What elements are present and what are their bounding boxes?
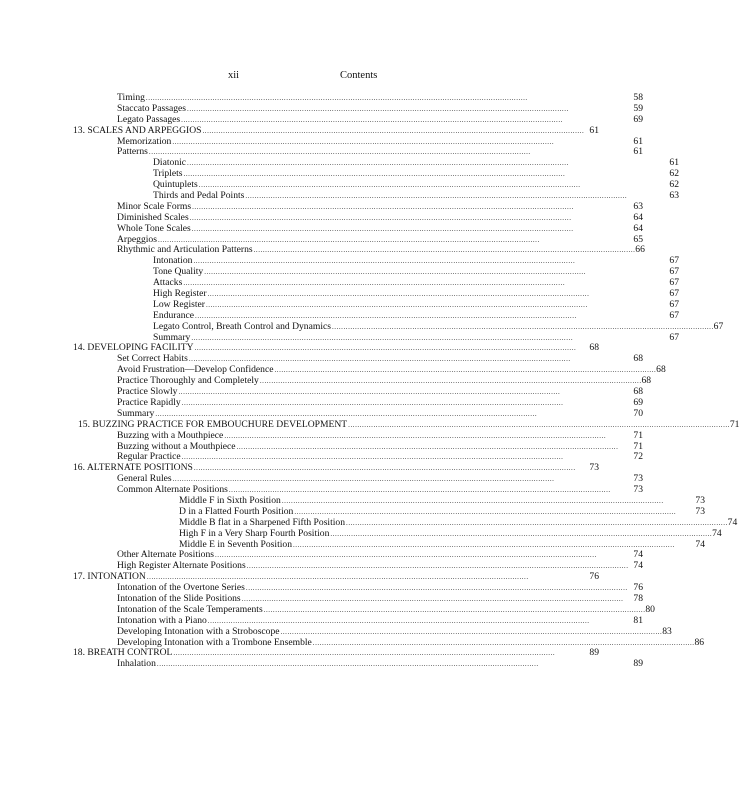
- toc-page-number: 81: [633, 614, 643, 626]
- toc-entry-title: Staccato Passages: [117, 102, 187, 114]
- toc-page-number: 64: [633, 222, 643, 234]
- dot-leader: [183, 278, 668, 289]
- toc-page-number: 73: [633, 473, 643, 485]
- dot-leader: [173, 648, 588, 659]
- dot-leader: [195, 343, 589, 354]
- toc-entry: [0, 625, 672, 638]
- dot-leader: [215, 550, 632, 561]
- toc-entry-title: Intonation: [153, 255, 193, 267]
- dot-leader: [245, 191, 668, 202]
- table-of-contents: [0, 92, 739, 670]
- toc-entry-title: Timing: [117, 92, 145, 103]
- toc-entry: [0, 431, 643, 442]
- dot-leader: [346, 518, 727, 529]
- dot-leader: [330, 529, 711, 540]
- toc-entry-title: Legato Control, Breath Control and Dynamics: [153, 320, 331, 332]
- toc-entry: [0, 516, 738, 529]
- dot-leader: [187, 158, 668, 169]
- toc-entry: [0, 278, 679, 289]
- toc-entry: [0, 603, 655, 616]
- toc-page-number: 74: [727, 516, 738, 528]
- toc-entry: [0, 463, 599, 474]
- dot-leader: [313, 638, 694, 649]
- toc-page-number: 74: [633, 549, 643, 561]
- toc-entry-title: Minor Scale Forms: [117, 200, 192, 212]
- toc-page-number: 67: [669, 309, 679, 321]
- dot-leader: [146, 93, 632, 104]
- toc-entry-title: Intonation of the Overtone Series: [117, 582, 245, 594]
- dot-leader: [199, 180, 669, 191]
- dot-leader: [264, 605, 645, 616]
- toc-page-number: 83: [662, 625, 672, 637]
- dot-leader: [229, 485, 633, 496]
- dot-leader: [294, 507, 694, 518]
- toc-page-number: 62: [669, 179, 679, 191]
- toc-entry: [0, 180, 679, 191]
- toc-entry-title: Intonation of the Slide Positions: [117, 592, 241, 604]
- toc-page-number: 63: [669, 190, 679, 202]
- toc-entry: [0, 659, 643, 670]
- toc-entry-title: Summary: [153, 331, 191, 343]
- toc-page-number: 74: [695, 538, 705, 550]
- dot-leader: [193, 256, 668, 267]
- toc-entry: [0, 418, 739, 431]
- toc-entry-title: Attacks: [153, 277, 183, 289]
- toc-entry: [0, 507, 705, 518]
- toc-entry: [0, 235, 643, 246]
- dot-leader: [260, 376, 641, 387]
- dot-leader: [208, 289, 669, 300]
- toc-entry: [0, 583, 643, 594]
- dot-leader: [275, 365, 656, 376]
- toc-entry-title: Practice Slowly: [117, 386, 178, 398]
- toc-entry: [0, 256, 679, 267]
- toc-entry-title: Diminished Scales: [117, 211, 189, 223]
- toc-entry-title: 18. BREATH CONTROL: [73, 647, 173, 659]
- toc-entry: [0, 398, 643, 409]
- toc-entry-title: Thirds and Pedal Points: [153, 190, 245, 202]
- toc-page-number: 64: [633, 211, 643, 223]
- toc-entry: [0, 527, 722, 540]
- toc-page-number: 76: [633, 582, 643, 594]
- toc-entry-title: Middle B flat in a Sharpened Fifth Position: [179, 516, 346, 528]
- dot-leader: [157, 659, 633, 670]
- toc-page-number: 74: [633, 560, 643, 572]
- toc-entry: [0, 300, 679, 311]
- toc-page-number: 67: [669, 277, 679, 289]
- dot-leader: [282, 496, 695, 507]
- dot-leader: [194, 463, 589, 474]
- toc-entry: [0, 169, 679, 180]
- toc-entry: [0, 289, 679, 300]
- toc-entry-title: High F in a Very Sharp Fourth Position: [179, 527, 330, 539]
- toc-entry: [0, 93, 643, 104]
- toc-entry-title: Developing Intonation with a Stroboscope: [117, 625, 280, 637]
- toc-entry-title: High Register Alternate Positions: [117, 560, 246, 572]
- toc-entry: [0, 387, 643, 398]
- toc-entry: [0, 485, 643, 496]
- toc-page-number: 71: [633, 429, 643, 441]
- toc-entry-title: Low Register: [153, 298, 205, 310]
- toc-page-number: 89: [633, 658, 643, 670]
- toc-page-number: 69: [633, 113, 643, 125]
- toc-page-number: 63: [633, 200, 643, 212]
- toc-entry: [0, 213, 643, 224]
- toc-entry-title: Regular Practice: [117, 451, 181, 463]
- toc-entry-title: Practice Rapidly: [117, 396, 181, 408]
- toc-entry-title: Middle F in Sixth Position: [179, 494, 281, 506]
- toc-entry-title: Other Alternate Positions: [117, 549, 214, 561]
- toc-page-number: 89: [589, 647, 599, 659]
- toc-page-number: 68: [656, 364, 666, 376]
- toc-page-number: 61: [633, 135, 643, 147]
- toc-entry-title: Endurance: [153, 309, 195, 321]
- toc-entry-title: Developing Intonation with a Trombone Ensemble: [117, 636, 312, 648]
- toc-page-number: 73: [633, 484, 643, 496]
- toc-entry: [0, 191, 679, 202]
- toc-entry-title: Triplets: [153, 168, 183, 180]
- toc-page-number: 67: [713, 320, 724, 332]
- toc-entry-title: Quintuplets: [153, 179, 198, 191]
- toc-entry-title: Rhythmic and Articulation Patterns: [117, 244, 253, 256]
- toc-entry-title: Whole Tone Scales: [117, 222, 191, 234]
- dot-leader: [192, 202, 632, 213]
- toc-entry-title: Common Alternate Positions: [117, 484, 228, 496]
- toc-entry: [0, 496, 705, 507]
- dot-leader: [178, 387, 632, 398]
- toc-page-number: 80: [645, 603, 655, 615]
- toc-page-number: 71: [633, 440, 643, 452]
- toc-page-number: 76: [589, 571, 599, 583]
- dot-leader: [204, 267, 668, 278]
- toc-entry: [0, 354, 643, 365]
- toc-page-number: 66: [635, 244, 645, 256]
- dot-leader: [149, 147, 632, 158]
- toc-page-number: 61: [669, 157, 679, 169]
- toc-page-number: 67: [669, 298, 679, 310]
- toc-page-number: 67: [669, 331, 679, 343]
- toc-entry: [0, 474, 643, 485]
- toc-entry-title: 14. DEVELOPING FACILITY: [73, 342, 194, 354]
- toc-entry-title: Practice Thoroughly and Completely: [117, 375, 259, 387]
- toc-entry: [0, 137, 643, 148]
- toc-page-number: 68: [641, 375, 652, 387]
- toc-entry-title: Diatonic: [153, 157, 187, 169]
- toc-page-number: 67: [669, 288, 679, 300]
- dot-leader: [202, 126, 588, 137]
- dot-leader: [187, 104, 632, 115]
- toc-entry-title: Middle E in Seventh Position: [179, 538, 292, 550]
- toc-entry: [0, 364, 666, 376]
- toc-entry: [0, 104, 643, 115]
- toc-entry-title: Memorization: [117, 135, 172, 147]
- dot-leader: [281, 627, 662, 638]
- toc-entry: [0, 311, 679, 322]
- toc-entry: [0, 126, 599, 137]
- toc-page-number: 73: [589, 462, 599, 474]
- toc-page-number: 70: [633, 407, 643, 419]
- toc-page-number: 58: [633, 92, 643, 103]
- toc-page-number: 73: [695, 494, 705, 506]
- toc-page-number: 71: [729, 418, 739, 430]
- toc-entry-title: Summary: [117, 407, 155, 419]
- dot-leader: [254, 245, 635, 256]
- running-title: Contents: [340, 70, 378, 81]
- toc-page-number: 68: [589, 342, 599, 354]
- toc-page-number: 59: [633, 102, 643, 114]
- toc-entry-title: Legato Passages: [117, 113, 181, 125]
- toc-entry: [0, 245, 643, 256]
- toc-entry-title: D in a Flatted Fourth Position: [179, 505, 294, 517]
- dot-leader: [182, 398, 633, 409]
- toc-entry: [0, 202, 643, 213]
- toc-entry: [0, 375, 652, 387]
- dot-leader: [237, 442, 633, 453]
- page-header: [0, 70, 612, 84]
- toc-entry-title: Intonation with a Piano: [117, 614, 207, 626]
- toc-page-number: 69: [633, 396, 643, 408]
- toc-entry-title: Intonation of the Scale Temperaments: [117, 603, 263, 615]
- toc-entry-title: Buzzing without a Mouthpiece: [117, 440, 236, 452]
- toc-page-number: 78: [633, 592, 643, 604]
- toc-page-number: 61: [633, 146, 643, 158]
- dot-leader: [182, 452, 633, 463]
- dot-leader: [246, 583, 633, 594]
- toc-page-number: 74: [712, 527, 722, 539]
- dot-leader: [224, 431, 632, 442]
- dot-leader: [184, 169, 669, 180]
- toc-entry: [0, 158, 679, 169]
- dot-leader: [348, 420, 729, 431]
- toc-entry-title: Inhalation: [117, 658, 156, 670]
- toc-entry: [0, 343, 599, 354]
- dot-leader: [206, 300, 668, 311]
- toc-entry-title: High Register: [153, 288, 207, 300]
- toc-entry: [0, 320, 724, 333]
- dot-leader: [190, 213, 633, 224]
- toc-entry-title: General Rules: [117, 473, 172, 485]
- toc-entry-title: 15. BUZZING PRACTICE FOR EMBOUCHURE DEVELOPMENT: [78, 418, 348, 430]
- toc-entry: [0, 572, 599, 583]
- page-number: xii: [228, 70, 240, 81]
- toc-entry: [0, 224, 643, 235]
- toc-entry: [0, 442, 643, 453]
- toc-page-number: 68: [633, 353, 643, 365]
- toc-page-number: 67: [669, 255, 679, 267]
- toc-entry: [0, 648, 599, 659]
- toc-entry-title: Patterns: [117, 146, 148, 158]
- dot-leader: [192, 224, 633, 235]
- toc-entry-title: 13. SCALES AND ARPEGGIOS: [73, 124, 202, 136]
- toc-page-number: 86: [694, 636, 705, 648]
- toc-page-number: 61: [589, 124, 599, 136]
- dot-leader: [332, 322, 713, 333]
- toc-entry: [0, 147, 643, 158]
- toc-page-number: 73: [695, 505, 705, 517]
- toc-entry: [0, 594, 643, 605]
- dot-leader: [172, 137, 632, 148]
- toc-entry-title: Tone Quality: [153, 266, 204, 278]
- toc-page-number: 67: [669, 266, 679, 278]
- toc-entry-title: 16. ALTERNATE POSITIONS: [73, 462, 193, 474]
- toc-entry-title: 17. INTONATION: [73, 571, 146, 583]
- toc-entry: [0, 550, 643, 561]
- toc-entry: [0, 540, 705, 551]
- dot-leader: [181, 115, 632, 126]
- toc-entry-title: Avoid Frustration—Develop Confidence: [117, 364, 274, 376]
- toc-entry-title: Set Correct Habits: [117, 353, 188, 365]
- toc-entry-title: Arpeggios: [117, 233, 157, 245]
- toc-page-number: 68: [633, 386, 643, 398]
- toc-entry: [0, 616, 643, 627]
- toc-entry: [0, 267, 679, 278]
- toc-page-number: 62: [669, 168, 679, 180]
- toc-entry-title: Buzzing with a Mouthpiece: [117, 429, 224, 441]
- dot-leader: [173, 474, 633, 485]
- dot-leader: [247, 561, 633, 572]
- dot-leader: [242, 594, 633, 605]
- toc-page-number: 65: [633, 233, 643, 245]
- toc-page-number: 72: [633, 451, 643, 463]
